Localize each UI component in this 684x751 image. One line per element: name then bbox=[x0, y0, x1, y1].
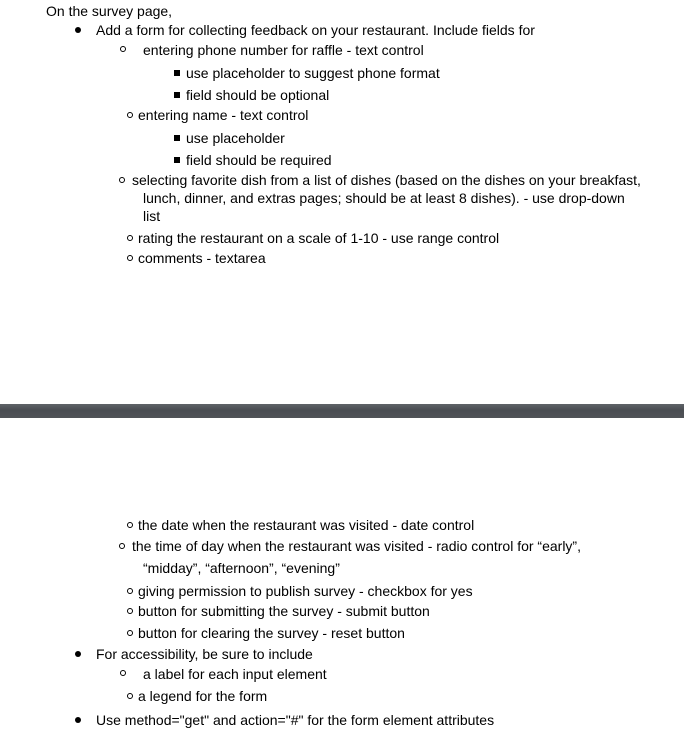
list-item-name: entering name - text control bbox=[138, 107, 309, 123]
bullet-square-icon bbox=[174, 70, 180, 76]
list-item-reset: button for clearing the survey - reset button bbox=[138, 625, 405, 641]
list-item-phone-placeholder: use placeholder to suggest phone format bbox=[186, 65, 440, 81]
bullet-square-icon bbox=[174, 157, 180, 163]
bullet-circle-icon bbox=[127, 522, 133, 528]
list-item-dish-line3: list bbox=[143, 208, 161, 224]
list-item-phone-optional: field should be optional bbox=[186, 87, 330, 103]
bullet-circle-icon bbox=[127, 255, 133, 261]
list-item-time-line1: the time of day when the restaurant was visited - radio control for “early”, bbox=[132, 538, 581, 554]
list-item-phone: entering phone number for raffle - text control bbox=[143, 42, 424, 58]
bullet-square-icon bbox=[174, 92, 180, 98]
bullet-disc-icon bbox=[75, 717, 81, 723]
bullet-circle-icon bbox=[127, 588, 133, 594]
list-item-rating: rating the restaurant on a scale of 1-10 - use range control bbox=[138, 230, 500, 246]
bullet-circle-icon bbox=[119, 177, 125, 183]
bullet-disc-icon bbox=[75, 651, 81, 657]
intro-text: On the survey page, bbox=[46, 3, 173, 19]
list-item-permission: giving permission to publish survey - checkbox for yes bbox=[138, 583, 473, 599]
list-item-form: Add a form for collecting feedback on your restaurant. Include fields for bbox=[96, 22, 535, 38]
list-item-submit: button for submitting the survey - submit button bbox=[138, 603, 430, 619]
list-item-method: Use method="get" and action="#" for the form element attributes bbox=[96, 712, 495, 728]
list-item-name-placeholder: use placeholder bbox=[186, 130, 285, 146]
bullet-circle-icon bbox=[120, 670, 126, 676]
list-item-date: the date when the restaurant was visited - date control bbox=[138, 517, 475, 533]
bullet-circle-icon bbox=[120, 46, 126, 52]
bullet-circle-icon bbox=[127, 630, 133, 636]
list-item-dish-line2: lunch, dinner, and extras pages; should be at least 8 dishes). - use drop-down bbox=[143, 190, 625, 206]
list-item-comments: comments - textarea bbox=[138, 250, 266, 266]
bullet-circle-icon bbox=[127, 112, 133, 118]
list-item-label-each: a label for each input element bbox=[143, 666, 327, 682]
list-item-name-required: field should be required bbox=[186, 152, 332, 168]
list-item-accessibility: For accessibility, be sure to include bbox=[96, 646, 313, 662]
list-item-dish-line1: selecting favorite dish from a list of dishes (based on the dishes on your breakfast, bbox=[132, 172, 641, 188]
bullet-circle-icon bbox=[127, 235, 133, 241]
bullet-circle-icon bbox=[127, 608, 133, 614]
document-page-bottom bbox=[0, 418, 684, 751]
bullet-circle-icon bbox=[119, 543, 125, 549]
bullet-square-icon bbox=[174, 135, 180, 141]
bullet-disc-icon bbox=[75, 27, 81, 33]
bullet-circle-icon bbox=[127, 693, 133, 699]
list-item-time-line2: “midday”, “afternoon”, “evening” bbox=[143, 560, 340, 576]
list-item-legend: a legend for the form bbox=[138, 688, 268, 704]
page-break-separator bbox=[0, 404, 684, 418]
